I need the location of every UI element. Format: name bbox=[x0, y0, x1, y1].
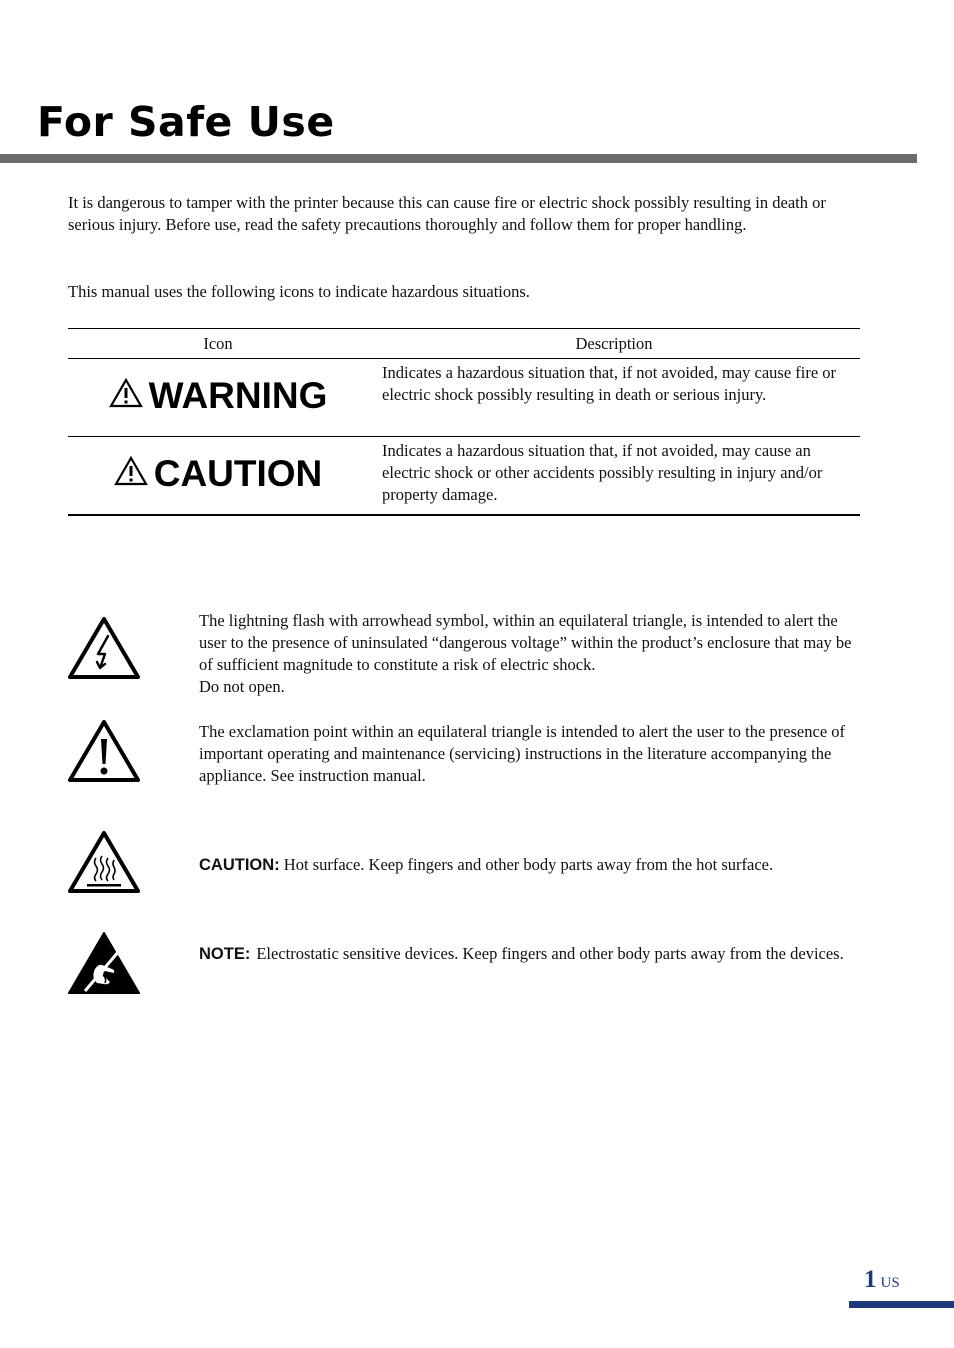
lightning-text: The lightning flash with arrowhead symbol, within an equilateral triangle, is intended to alert the user to the presence of uninsulated “dangerous voltage” within the product’s enclosure that may be of sufficient magnitude to constitute a risk of electric shock. bbox=[199, 611, 852, 674]
exclamation-description: The exclamation point within an equilateral triangle is intended to alert the user to the presence of important operating and maintenance (servicing) instructions in the literature accompanying the appliance. See instruction manual. bbox=[199, 722, 846, 785]
footer-rule bbox=[849, 1301, 954, 1308]
caution-label: CAUTION bbox=[153, 453, 323, 494]
esd-description bbox=[199, 943, 861, 965]
warning-description: Indicates a hazardous situation that, if not avoided, may cause fire or electric shock possibly resulting in death or serious injury. bbox=[368, 359, 860, 437]
lightning-triangle-icon bbox=[67, 616, 141, 680]
hazard-icon-table bbox=[68, 328, 860, 516]
lightning-description bbox=[199, 610, 861, 698]
page-title: For Safe Use bbox=[37, 98, 335, 146]
esd-icon bbox=[67, 931, 141, 995]
hot-surface-lead: CAUTION: bbox=[199, 856, 280, 874]
caution-signal-cell bbox=[68, 437, 368, 516]
esd-text: Electrostatic sensitive devices. Keep fingers and other body parts away from the devices. bbox=[256, 944, 844, 963]
esd-lead: NOTE: bbox=[199, 945, 251, 963]
title-rule bbox=[0, 154, 917, 163]
hot-surface-icon bbox=[67, 830, 141, 894]
caution-signal bbox=[114, 452, 323, 496]
hot-surface-description bbox=[199, 854, 861, 876]
hot-surface-text: Hot surface. Keep fingers and other body parts away from the hot surface. bbox=[283, 855, 774, 874]
table-row bbox=[68, 359, 860, 437]
intro-paragraph-2: This manual uses the following icons to indicate hazardous situations. bbox=[68, 282, 530, 301]
warning-label: WARNING bbox=[148, 375, 328, 416]
table-row bbox=[68, 437, 860, 516]
intro-paragraph-1: It is dangerous to tamper with the printer because this can cause fire or electric shock possibly resulting in death or serious injury. Before use, read the safety precautions thoroughly and follow them for proper handling. bbox=[68, 193, 826, 234]
caution-description: Indicates a hazardous situation that, if not avoided, may cause an electric shock or other accidents possibly resulting in injury and/or property damage. bbox=[382, 441, 823, 504]
page-number-value: 1 bbox=[864, 1266, 877, 1293]
description-column-header: Description bbox=[368, 329, 860, 359]
warning-signal-cell bbox=[68, 359, 368, 437]
lightning-do-not-open: Do not open. bbox=[199, 677, 285, 696]
exclamation-triangle-icon bbox=[67, 719, 141, 783]
warning-signal bbox=[109, 374, 328, 418]
page-number bbox=[864, 1266, 900, 1294]
warning-triangle-icon bbox=[109, 374, 143, 418]
page-number-suffix: US bbox=[880, 1275, 900, 1291]
icon-column-header: Icon bbox=[68, 329, 368, 359]
caution-triangle-icon bbox=[114, 452, 148, 496]
